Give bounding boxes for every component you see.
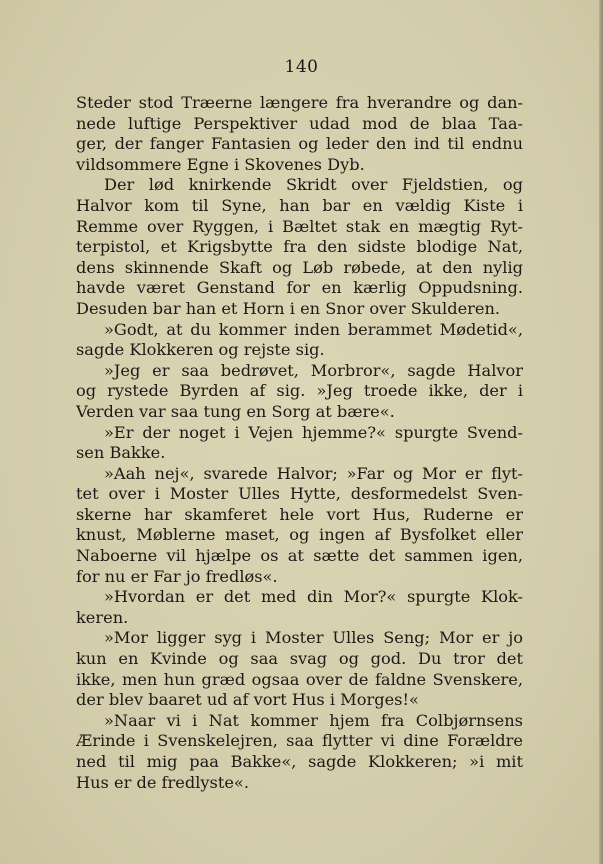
text-line: Verden var saa tung en Sorg at bære«.: [76, 401, 395, 421]
text-line: dens skinnende Skaft og Løb røbede, at den nylig: [76, 257, 523, 277]
text-line: »Mor ligger syg i Moster Ulles Seng; Mor er jo: [104, 628, 523, 648]
text-line: kun en Kvinde og saa svag og god. Du tror det: [76, 649, 523, 669]
text-line: tet over i Moster Ulles Hytte, desformedelst Sven-: [76, 484, 523, 504]
body-text: [76, 93, 523, 793]
text-line: »Naar vi i Nat kommer hjem fra Colbjørnsens: [104, 710, 523, 730]
text-line: ikke, men hun græd ogsaa over de faldne Svenskere,: [76, 669, 523, 689]
text-line: ned til mig paa Bakke«, sagde Klokkeren; »i mit: [76, 752, 523, 771]
text-line: Remme over Ryggen, i Bæltet stak en mægtig Ryt-: [76, 216, 523, 236]
text-line: for nu er Far jo fredløs«.: [76, 566, 278, 586]
text-line: »Er der noget i Vejen hjemme?« spurgte Svend-: [104, 422, 523, 442]
text-line: sen Bakke.: [76, 443, 166, 463]
text-line: terpistol, et Krigsbytte fra den sidste blodige Nat,: [76, 237, 523, 257]
text-line: skerne har skamferet hele vort Hus, Ruderne er: [76, 504, 523, 524]
text-line: keren.: [76, 607, 129, 627]
text-line: Naboerne vil hjælpe os at sætte det sammen igen,: [76, 546, 523, 566]
text-line: »Hvordan er det med din Mor?« spurgte Klok-: [104, 587, 523, 607]
text-line: og rystede Byrden af sig. »Jeg troede ikke, der i: [76, 381, 523, 401]
text-line: der blev baaret ud af vort Hus i Morges!«: [76, 690, 419, 710]
text-line: nede luftige Perspektiver udad mod de blaa Taa-: [76, 113, 523, 133]
text-line: Desuden bar han et Horn i en Snor over Skulderen.: [76, 298, 501, 318]
text-line: Der lød knirkende Skridt over Fjeldstien, og: [104, 175, 523, 195]
text-line: ger, der fanger Fantasien og leder den ind til endnu: [76, 134, 523, 154]
text-line: Halvor kom til Syne, han bar en vældig Kiste i: [76, 195, 523, 215]
text-line: knust, Møblerne maset, og ingen af Bysfolket eller: [76, 525, 523, 545]
text-line: Ærinde i Svenskelejren, saa flytter vi dine Forældre: [76, 731, 523, 751]
page-edge: [599, 0, 603, 864]
page-number: 140: [284, 57, 319, 77]
text-line: Hus er de fredlyste«.: [76, 772, 249, 792]
text-line: »Jeg er saa bedrøvet, Morbror«, sagde Halvor: [104, 360, 523, 380]
text-line: Steder stod Træerne længere fra hverandre og dan-: [76, 93, 523, 112]
text-line: »Aah nej«, svarede Halvor; »Far og Mor er flyt-: [104, 463, 523, 483]
text-line: havde været Genstand for en kærlig Oppudsning.: [76, 278, 523, 298]
text-line: vildsommere Egne i Skovenes Dyb.: [76, 154, 365, 174]
text-line: sagde Klokkeren og rejste sig.: [76, 340, 325, 360]
text-line: »Godt, at du kommer inden berammet Mødetid«,: [104, 319, 523, 339]
